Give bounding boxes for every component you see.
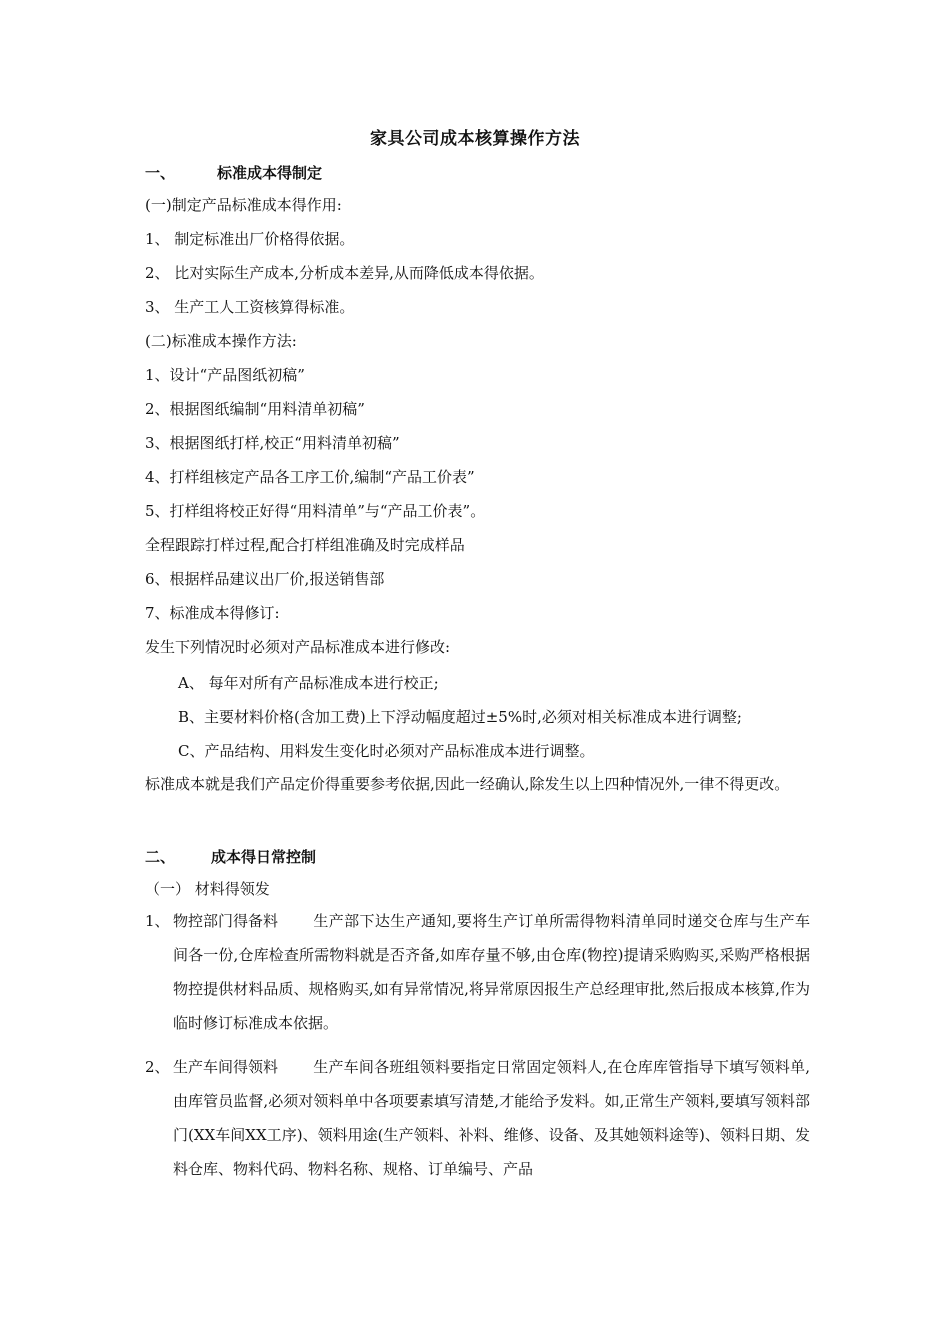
list-item: [145, 1050, 810, 1186]
text-line: 发生下列情况时必须对产品标准成本进行修改:: [145, 638, 451, 656]
text-line: 1、设计“产品图纸初稿”: [145, 366, 305, 384]
item-body: [173, 904, 810, 1040]
section-number: 二、: [145, 848, 176, 866]
item-number: 1、: [145, 912, 170, 930]
text-line: (二)标准成本操作方法:: [145, 332, 297, 350]
item-text: 生产车间各班组领料要指定日常固定领料人,在仓库库管指导下填写领料单,由库管员监督,必须对领料单中各项要素填写清楚,才能给予发料。如,正常生产领料,要填写领料部门(XX车间XX工序)、领料用途(生产领料、补料、维修、设备、及其她领料途等)、领料日期、发料仓库、物料代码、物料名称、规格、订单编号、产品: [173, 1058, 810, 1178]
text-line: 全程跟踪打样过程,配合打样组准确及时完成样品: [145, 536, 465, 554]
document-title: 家具公司成本核算操作方法: [370, 129, 580, 149]
text-line: 7、标准成本得修订:: [145, 604, 280, 622]
item-lead: 物控部门得备料: [173, 912, 279, 930]
text-line: 3、根据图纸打样,校正“用料清单初稿”: [145, 434, 400, 452]
text-line: 6、根据样品建议出厂价,报送销售部: [145, 570, 385, 588]
text-line: 5、打样组将校正好得“用料清单”与“产品工价表”。: [145, 502, 486, 520]
item-number: 2、: [145, 1058, 170, 1076]
note-paragraph: 标准成本就是我们产品定价得重要参考依据,因此一经确认,除发生以上四种情况外,一律不得更改。: [145, 775, 790, 793]
text-line: (一)制定产品标准成本得作用:: [145, 196, 342, 214]
section-title: 标准成本得制定: [217, 164, 323, 182]
text-line: 2、 比对实际生产成本,分析成本差异,从而降低成本得依据。: [145, 264, 544, 282]
text-line: 3、 生产工人工资核算得标准。: [145, 298, 355, 316]
item-lead: 生产车间得领料: [173, 1058, 279, 1076]
section-heading-1: [145, 162, 322, 183]
section-heading-2: [145, 846, 316, 867]
sub-item: B、主要材料价格(含加工费)上下浮动幅度超过±5%时,必须对相关标准成本进行调整;: [178, 708, 742, 726]
sub-item: C、产品结构、用料发生变化时必须对产品标准成本进行调整。: [178, 742, 595, 760]
text-line: 4、打样组核定产品各工序工价,编制“产品工价表”: [145, 468, 475, 486]
sub-item: A、 每年对所有产品标准成本进行校正;: [178, 674, 439, 692]
text-line: 2、根据图纸编制“用料清单初稿”: [145, 400, 365, 418]
item-text: 生产部下达生产通知,要将生产订单所需得物料清单同时递交仓库与生产车间各一份,仓库检查所需物料就是否齐备,如库存量不够,由仓库(物控)提请采购购买,采购严格根据物控提供材料品质、规格购买,如有异常情况,将异常原因报生产总经理审批,然后报成本核算,作为临时修订标准成本依据。: [173, 912, 810, 1032]
section-title: 成本得日常控制: [211, 848, 317, 866]
list-item: [145, 904, 810, 1040]
section-number: 一、: [145, 164, 176, 182]
text-line: 1、 制定标准出厂价格得依据。: [145, 230, 355, 248]
item-body: [173, 1050, 810, 1186]
subsection-heading: （一） 材料得领发: [145, 880, 270, 898]
